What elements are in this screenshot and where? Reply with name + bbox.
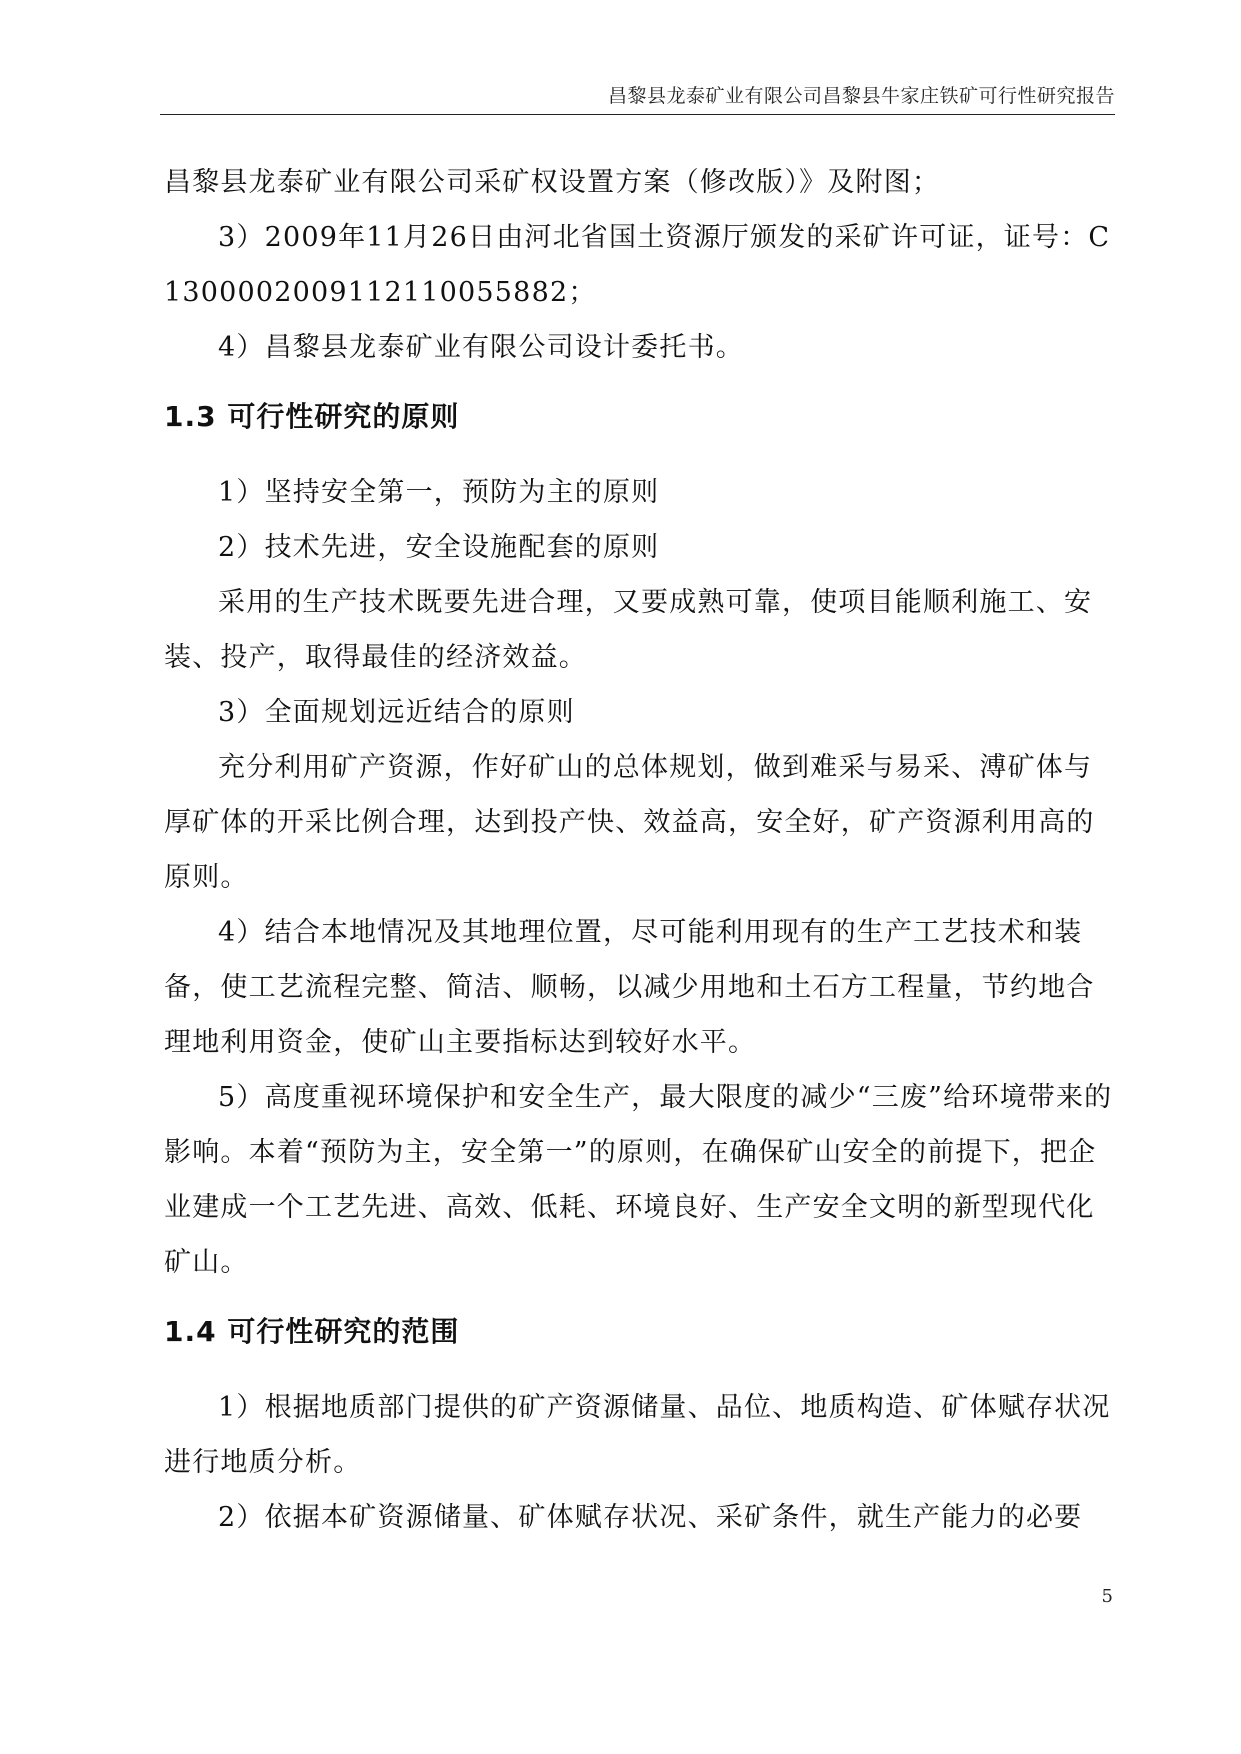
section-heading-1-3: 1.3 可行性研究的原则 — [164, 400, 460, 433]
scope-item: 1）根据地质部门提供的矿产资源储量、品位、地质构造、矿体赋存状况进行地质分析。 — [164, 1392, 1111, 1478]
page-number: 5 — [1101, 1586, 1113, 1607]
principle-item: 采用的生产技术既要先进合理，又要成熟可靠，使项目能顺利施工、安装、投产，取得最佳的经济效益。 — [164, 587, 1093, 673]
paragraph-continuation: 昌黎县龙泰矿业有限公司采矿权设置方案（修改版）》及附图； — [164, 167, 941, 198]
principle-item: 1）坚持安全第一，预防为主的原则 — [218, 477, 660, 508]
principle-item: 5）高度重视环境保护和安全生产，最大限度的减少“三废”给环境带来的影响。本着“预防为主，安全第一”的原则，在确保矿山安全的前提下，把企业建成一个工艺先进、高效、低耗、环境良好、生产安全文明的新型现代化矿山。 — [164, 1082, 1113, 1278]
scope-item: 2）依据本矿资源储量、矿体赋存状况、采矿条件，就生产能力的必要 — [218, 1502, 1083, 1533]
principle-item: 4）结合本地情况及其地理位置，尽可能利用现有的生产工艺技术和装备，使工艺流程完整、简洁、顺畅，以减少用地和土石方工程量，节约地合理地利用资金，使矿山主要指标达到较好水平。 — [164, 917, 1095, 1058]
paragraph-basis-3: 3）2009年11月26日由河北省国土资源厅颁发的采矿许可证，证号：C1300002009112110055882； — [164, 222, 1111, 308]
section-heading-1-4: 1.4 可行性研究的范围 — [164, 1315, 460, 1348]
paragraph-basis-4: 4）昌黎县龙泰矿业有限公司设计委托书。 — [218, 332, 744, 363]
running-header: 昌黎县龙泰矿业有限公司昌黎县牛家庄铁矿可行性研究报告 — [607, 85, 1115, 107]
page-body — [164, 155, 1115, 1545]
principle-item: 3）全面规划远近结合的原则 — [218, 697, 575, 728]
principle-item: 充分利用矿产资源，作好矿山的总体规划，做到难采与易采、溥矿体与厚矿体的开采比例合理，达到投产快、效益高，安全好，矿产资源利用高的原则。 — [164, 752, 1095, 893]
header-divider — [160, 114, 1115, 115]
principle-item: 2）技术先进，安全设施配套的原则 — [218, 532, 660, 563]
